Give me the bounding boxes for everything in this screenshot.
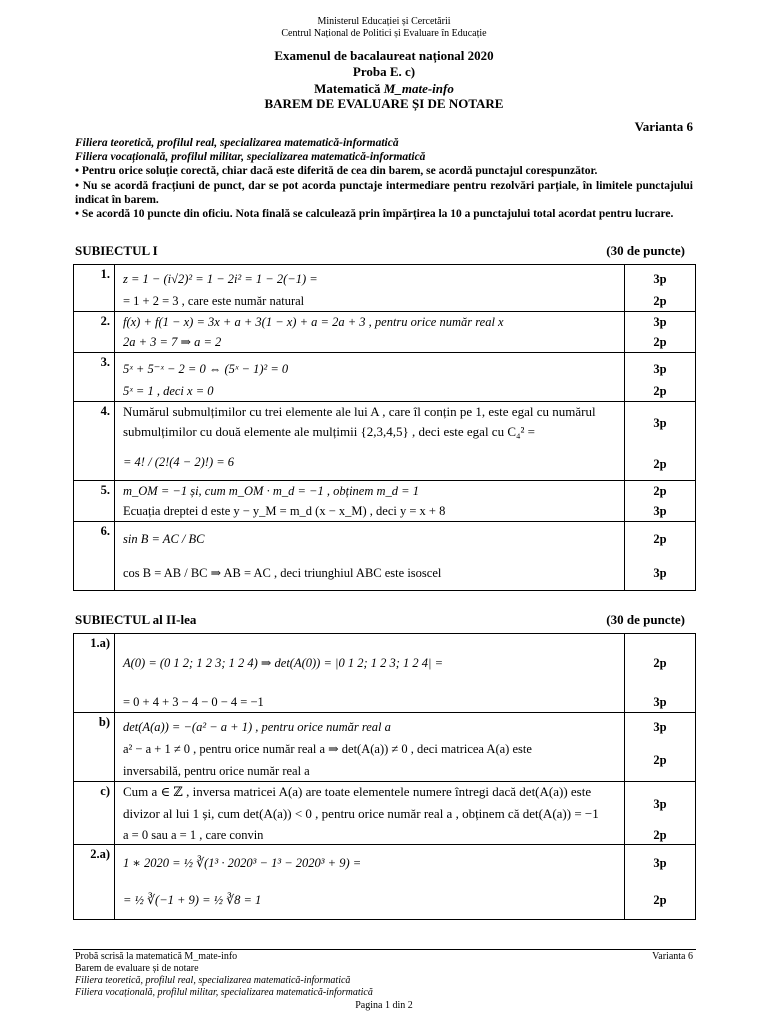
item-line: 5ˣ = 1 , deci x = 0 [123,384,214,398]
item-points [625,713,696,782]
footer-divider [73,949,696,950]
points-value: 2p [653,457,667,471]
item-body [115,522,625,591]
points-value: 3p [653,856,667,870]
item-body [115,481,625,522]
points-value: 3p [653,272,667,286]
exam-title: Examenul de bacalaureat național 2020 [274,48,494,63]
item-number: 1.a) [74,634,115,713]
item-points [625,782,696,845]
item-body [115,782,625,845]
table-row [74,522,696,591]
center-name: Centrul Național de Politici și Evaluare în Educație [281,28,487,39]
footer-exam: Probă scrisă la matematică M_mate-info [75,951,238,962]
item-body [115,265,625,312]
item-number: 6. [74,522,115,591]
filiera-1: Filiera teoretică, profilul real, specializarea matematică-informatică [75,137,399,149]
points-value: 2p [653,335,667,349]
item-points [625,312,696,353]
item-body [115,845,625,920]
item-line: z = 1 − (i√2)² = 1 − 2i² = 1 − 2(−1) = [123,272,318,286]
item-line: det(A(a)) = −(a² − a + 1) , pentru orice număr real a [123,720,391,734]
subiect-1-points: (30 de puncte) [606,243,685,258]
item-body [115,634,625,713]
item-line: 5ˣ + 5⁻ˣ − 2 = 0 ⇔ (5ˣ − 1)² = 0 [123,362,289,376]
item-points [625,402,696,481]
item-number: 2.a) [74,845,115,920]
subject-profile: M_mate-info [383,81,454,96]
table-row [74,713,696,782]
subiect-2-header [75,612,693,628]
points-value: 3p [653,504,667,518]
points-value: 2p [653,893,667,907]
subiect-2-title: SUBIECTUL al II-lea [75,612,197,627]
points-value: 2p [653,828,667,842]
barem-title: BAREM DE EVALUARE ȘI DE NOTARE [264,96,504,111]
item-points [625,634,696,713]
item-number: c) [74,782,115,845]
item-number: 3. [74,353,115,402]
table-row [74,312,696,353]
item-number: 2. [74,312,115,353]
item-body [115,713,625,782]
subiect-2-points: (30 de puncte) [606,612,685,627]
bullet-2: • Nu se acordă fracțiuni de punct, dar se pot acorda punctaje intermediare pentru rezolvări parțiale, în limitele punctajului indicat în barem. [75,180,693,206]
item-line: submulțimilor cu două elemente ale mulțimii {2,3,4,5} , deci este egal cu C₄² = [123,424,536,439]
item-points [625,353,696,402]
item-line: Cum a ∈ ℤ , inversa matricei A(a) are toate elementele numere întregi dacă det(A(a)) este [123,784,592,799]
item-line: m_OM = −1 și, cum m_OM · m_d = −1 , obținem m_d = 1 [123,484,419,498]
item-line: A(0) = (0 1 2; 1 2 3; 1 2 4) ⇒ det(A(0)) = |0 1 2; 1 2 3; 1 2 4| = [123,656,444,670]
points-value: 3p [653,566,667,580]
item-line: cos B = AB / BC ⇒ AB = AC , deci triunghiul ABC este isoscel [123,566,442,580]
ministry-name: Ministerul Educației și Cercetării [317,16,451,27]
table-row [74,402,696,481]
item-line: 1 ∗ 2020 = ½ ∛(1³ · 2020³ − 1³ − 2020³ + 9) = [123,856,362,870]
table-row [74,845,696,920]
item-number: b) [74,713,115,782]
subiect-1-table [73,264,696,591]
points-value: 3p [653,416,667,430]
proba-title: Proba E. c) [352,64,416,79]
item-number: 5. [74,481,115,522]
bullet-1: • Pentru orice soluție corectă, chiar dacă este diferită de cea din barem, se acordă punctajul corespunzător. [75,165,598,177]
subject-title [0,81,768,96]
points-value: 3p [653,362,667,376]
item-number: 4. [74,402,115,481]
points-value: 3p [653,695,667,709]
bullet-3: • Se acordă 10 puncte din oficiu. Nota finală se calculează prin împărțirea la 10 a punctajului total acordat pentru lucrare. [75,208,674,220]
points-value: 2p [653,656,667,670]
item-body [115,353,625,402]
item-line: 2a + 3 = 7 ⇒ a = 2 [123,335,222,349]
variant-label: Varianta 6 [634,119,693,134]
table-row [74,782,696,845]
footer-line-2: Barem de evaluare și de notare [75,963,199,974]
points-value: 3p [653,797,667,811]
table-row [74,634,696,713]
page-number: Pagina 1 din 2 [355,1000,413,1011]
item-line: = ½ ∛(−1 + 9) = ½ ∛8 = 1 [123,893,262,907]
filiera-2: Filiera vocațională, profilul militar, specializarea matematică-informatică [75,151,426,163]
subiect-1-header [75,243,693,259]
footer-line-3: Filiera teoretică, profilul real, specializarea matematică-informatică [75,975,351,986]
points-value: 2p [653,532,667,546]
item-points [625,522,696,591]
item-line: = 1 + 2 = 3 , care este număr natural [123,294,305,308]
points-value: 2p [653,294,667,308]
item-body [115,312,625,353]
points-value: 3p [653,720,667,734]
table-row [74,481,696,522]
footer-line-4: Filiera vocațională, profilul militar, specializarea matematică-informatică [75,987,373,998]
item-line: inversabilă, pentru orice număr real a [123,764,310,778]
footer-line-1 [75,951,693,963]
points-value: 2p [653,484,667,498]
subject-prefix: Matematică [314,81,384,96]
points-value: 2p [653,753,667,767]
item-line: Numărul submulțimilor cu trei elemente ale lui A , care îl conțin pe 1, este egal cu numărul [123,404,596,419]
subiect-1-title: SUBIECTUL I [75,243,158,258]
item-line: f(x) + f(1 − x) = 3x + a + 3(1 − x) + a = 2a + 3 , pentru orice număr real x [123,315,504,329]
item-points [625,481,696,522]
item-line: sin B = AC / BC [123,532,205,546]
item-line: = 4! / (2!(4 − 2)!) = 6 [123,455,235,469]
item-number: 1. [74,265,115,312]
item-line: a = 0 sau a = 1 , care convin [123,828,264,842]
item-points [625,845,696,920]
table-row [74,265,696,312]
subiect-2-table [73,633,696,920]
item-line: = 0 + 4 + 3 − 4 − 0 − 4 = −1 [123,695,264,709]
points-value: 2p [653,384,667,398]
item-line: divizor al lui 1 și, cum det(A(a)) < 0 , pentru orice număr real a , obținem că det(A(a)) = −1 [123,806,599,821]
item-body [115,402,625,481]
points-value: 3p [653,315,667,329]
item-points [625,265,696,312]
item-line: a² − a + 1 ≠ 0 , pentru orice număr real a ⇒ det(A(a)) ≠ 0 , deci matricea A(a) este [123,742,532,756]
table-row [74,353,696,402]
item-line: Ecuația dreptei d este y − y_M = m_d (x − x_M) , deci y = x + 8 [123,504,446,518]
footer-variant: Varianta 6 [652,951,693,962]
